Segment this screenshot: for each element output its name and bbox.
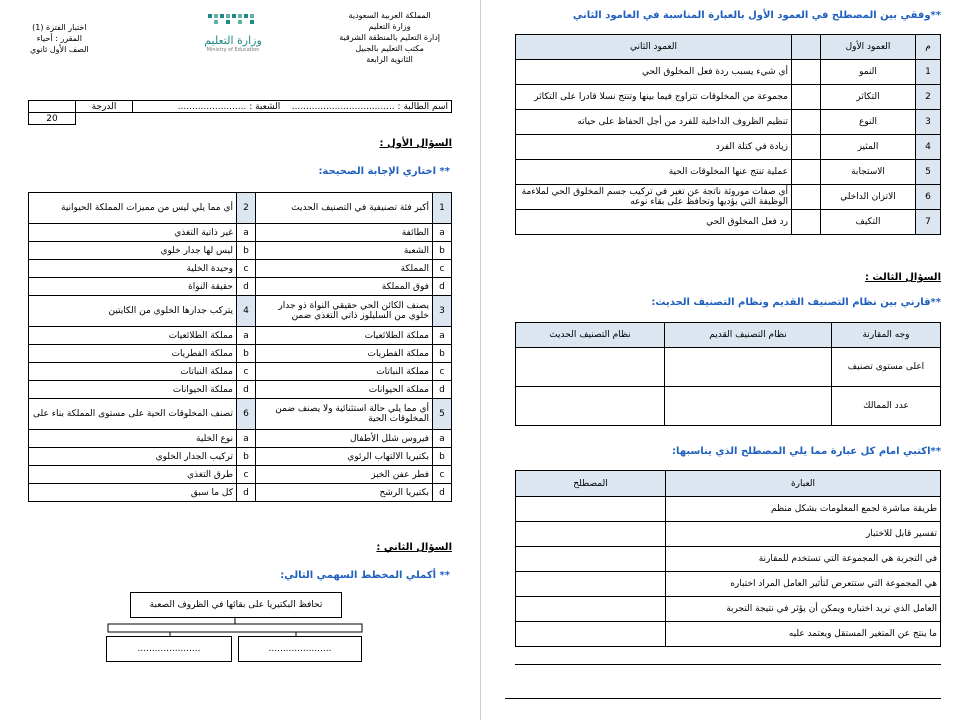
match-description: زيادة في كتلة الفرد [516, 135, 792, 160]
option-letter[interactable]: b [433, 448, 452, 466]
question-number: 3 [433, 296, 452, 327]
mcq-table [28, 192, 452, 502]
match-instruction: **وفقي بين المصطلح في العمود الأول بالعبارة المناسبة في العامود الثاني [572, 10, 941, 21]
q3-heading: السؤال الثالث : [864, 272, 941, 283]
grade-label: الدرجة [76, 101, 133, 113]
question-text: أكبر فئة تصنيفية في التصنيف الحديث [256, 193, 433, 224]
option-text[interactable]: الطائفة [256, 224, 433, 242]
option-text[interactable]: كل ما سبق [29, 484, 237, 502]
option-text[interactable]: وحيدة الخلية [29, 260, 237, 278]
option-letter[interactable]: d [433, 381, 452, 399]
header-line: المملكة العربية السعودية [348, 11, 431, 20]
option-text[interactable]: بكتيريا الالتهاب الرئوي [256, 448, 433, 466]
header-line: وزارة التعليم [368, 22, 411, 31]
option-letter[interactable]: c [237, 363, 256, 381]
question-number: 5 [433, 399, 452, 430]
mcq-option-row [29, 363, 452, 381]
terms-row [516, 497, 941, 522]
match-row [516, 60, 941, 85]
match-description: رد فعل المخلوق الحي [516, 210, 792, 235]
matching-table [515, 34, 941, 235]
match-description: مجموعة من المخلوقات تتزاوج فيما بينها وتنتج نسلا قادرا على التكاثر [516, 85, 792, 110]
mcq-option-row [29, 242, 452, 260]
question-text: يتركب جدارها الخلوي من الكايتين [29, 296, 237, 327]
option-letter[interactable]: d [237, 484, 256, 502]
question-text: أي مما يلي حالة استثنائية ولا يصنف ضمن المخلوقات الحية [256, 399, 433, 430]
terms-answer-cell[interactable] [516, 572, 666, 597]
option-letter[interactable]: a [237, 327, 256, 345]
option-letter[interactable]: d [433, 278, 452, 296]
option-letter[interactable]: c [237, 466, 256, 484]
option-text[interactable]: ليس لها جدار خلوي [29, 242, 237, 260]
option-letter[interactable]: a [433, 430, 452, 448]
match-term: الاستجابة [821, 160, 916, 185]
option-letter[interactable]: c [433, 466, 452, 484]
option-letter[interactable]: c [433, 363, 452, 381]
comparison-aspect: اعلى مستوى تصنيف [832, 348, 941, 387]
match-header-num: م [916, 35, 941, 60]
arrow-diagram-top-box: تحافظ البكتيريا على بقائها في الظروف الصعبة [130, 592, 342, 618]
mcq-option-row [29, 430, 452, 448]
match-answer-cell[interactable] [792, 185, 821, 210]
terms-statement: العامل الذي نريد اختباره ويمكن أن يؤثر في نتيجة التجربة [666, 597, 941, 622]
q1-instruction: ** اختاري الإجابة الصحيحة: [318, 166, 450, 177]
grade-total: 20 [29, 113, 76, 125]
terms-row [516, 522, 941, 547]
question-number: 4 [237, 296, 256, 327]
comparison-row [516, 348, 941, 387]
option-letter[interactable]: b [433, 345, 452, 363]
option-letter[interactable]: d [237, 278, 256, 296]
logo-subtext: Ministry of Education [206, 47, 260, 53]
cmp-header-old: نظام التصنيف القديم [665, 323, 832, 348]
arrow-diagram-answer-left[interactable]: ...................... [106, 636, 232, 662]
option-letter[interactable]: b [237, 345, 256, 363]
terms-statement: في التجربة هي المجموعة التي تستخدم للمقارنة [666, 547, 941, 572]
mcq-option-row [29, 260, 452, 278]
student-name-field[interactable] [133, 101, 452, 113]
option-letter[interactable]: a [433, 224, 452, 242]
match-number: 1 [916, 60, 941, 85]
terms-answer-cell[interactable] [516, 497, 666, 522]
option-text[interactable]: مملكة النباتات [256, 363, 433, 381]
option-text[interactable]: فوق المملكة [256, 278, 433, 296]
match-description: تنظيم الظروف الداخلية للفرد من أجل الحفاظ على حياته [516, 110, 792, 135]
q2-heading: السؤال الثاني : [376, 542, 452, 553]
arrow-diagram-answer-right[interactable]: ...................... [238, 636, 362, 662]
mcq-option-row [29, 466, 452, 484]
option-text[interactable]: طرق التغذي [29, 466, 237, 484]
question-number: 2 [237, 193, 256, 224]
header-line: المقرر : أحياء [36, 34, 82, 43]
terms-statement: طريقة مباشرة لجمع المعلومات بشكل منظم [666, 497, 941, 522]
terms-header-term: المصطلح [516, 471, 666, 497]
match-answer-cell[interactable] [792, 160, 821, 185]
comparison-aspect: عدد الممالك [832, 387, 941, 426]
terms-row [516, 572, 941, 597]
option-letter[interactable]: c [237, 260, 256, 278]
match-number: 4 [916, 135, 941, 160]
option-text[interactable]: المملكة [256, 260, 433, 278]
option-letter[interactable]: a [237, 430, 256, 448]
terms-table [515, 470, 941, 647]
match-header-col1: العمود الأول [821, 35, 916, 60]
header-line: الثانوية الرابعة [366, 55, 413, 64]
option-text[interactable]: غير ذاتية التغذي [29, 224, 237, 242]
q2-instruction: ** أكملي المخطط السهمي التالي: [280, 570, 450, 581]
terms-answer-cell[interactable] [516, 597, 666, 622]
option-text[interactable]: حقيقة النواة [29, 278, 237, 296]
comparison-row [516, 387, 941, 426]
logo-text: وزارة التعليم [204, 34, 262, 47]
terms-statement: ما ينتج عن المتغير المستقل ويعتمد عليه [666, 622, 941, 647]
match-header-blank [792, 35, 821, 60]
option-text[interactable]: بكتيريا الرشح [256, 484, 433, 502]
q1-heading: السؤال الأول : [379, 138, 452, 149]
option-text[interactable]: مملكة الحيوانات [256, 381, 433, 399]
mcq-option-row [29, 484, 452, 502]
match-header-col2: العمود الثاني [516, 35, 792, 60]
ministry-logo [188, 12, 278, 53]
option-text[interactable]: مملكة الفطريات [256, 345, 433, 363]
match-term: التكاثر [821, 85, 916, 110]
bottom-divider [515, 664, 941, 665]
terms-answer-cell[interactable] [516, 622, 666, 647]
option-letter[interactable]: b [433, 242, 452, 260]
mcq-question-row [29, 193, 452, 224]
match-answer-cell[interactable] [792, 135, 821, 160]
match-term: النوع [821, 110, 916, 135]
mcq-question-row [29, 296, 452, 327]
question-text: يصنف الكائن الحي حقيقي النواة ذو جدار خلوي من السليلوز ذاتي التغذي ضمن [256, 296, 433, 327]
option-letter[interactable]: a [237, 224, 256, 242]
terms-instruction: **اكتبي امام كل عبارة مما يلي المصطلح الذي يناسبها: [672, 446, 941, 457]
match-row [516, 210, 941, 235]
match-description: أي شيء يسبب ردة فعل المخلوق الحي [516, 60, 792, 85]
mcq-question-row [29, 399, 452, 430]
option-letter[interactable]: d [433, 484, 452, 502]
option-letter[interactable]: b [237, 242, 256, 260]
match-row [516, 110, 941, 135]
match-number: 6 [916, 185, 941, 210]
comparison-new-answer[interactable] [516, 348, 665, 387]
mcq-option-row [29, 278, 452, 296]
ministry-logo-icon [206, 12, 260, 30]
terms-row [516, 547, 941, 572]
mcq-option-row [29, 345, 452, 363]
option-letter[interactable]: c [433, 260, 452, 278]
section-label: الشعبة : ........................ [177, 101, 281, 112]
match-number: 5 [916, 160, 941, 185]
question-number: 6 [237, 399, 256, 430]
match-row [516, 85, 941, 110]
match-description: أي صفات موروثة ناتجة عن تغير في تركيب جسم المخلوق الحي لملاءمة الوظيفة التي يؤديها وتحافظ على بقاء نوعه [516, 185, 792, 210]
option-text[interactable]: مملكة الطلائعيات [29, 327, 237, 345]
student-info-table [28, 100, 452, 125]
comparison-old-answer[interactable] [665, 387, 832, 426]
header-line: الصف الأول ثانوي [30, 45, 89, 54]
match-number: 7 [916, 210, 941, 235]
match-answer-cell[interactable] [792, 110, 821, 135]
comparison-new-answer[interactable] [516, 387, 665, 426]
terms-header-statement: العبارة [666, 471, 941, 497]
question-number: 1 [433, 193, 452, 224]
mcq-option-row [29, 448, 452, 466]
match-number: 2 [916, 85, 941, 110]
option-letter[interactable]: a [433, 327, 452, 345]
comparison-table [515, 322, 941, 426]
match-term: التكيف [821, 210, 916, 235]
option-text[interactable]: مملكة النباتات [29, 363, 237, 381]
question-text: أي مما يلي ليس من مميزات المملكة الحيوانية [29, 193, 237, 224]
option-text[interactable]: مملكة الفطريات [29, 345, 237, 363]
grade-score-cell[interactable] [29, 101, 76, 113]
mcq-option-row [29, 327, 452, 345]
match-description: عملية تنتج عنها المخلوقات الحية [516, 160, 792, 185]
match-answer-cell[interactable] [792, 85, 821, 110]
option-text[interactable]: الشعبة [256, 242, 433, 260]
terms-statement: تفسير قابل للاختبار [666, 522, 941, 547]
match-row [516, 185, 941, 210]
cmp-header-new: نظام التصنيف الحديث [516, 323, 665, 348]
option-text[interactable]: مملكة الحيوانات [29, 381, 237, 399]
cmp-header-aspect: وجه المقارنة [832, 323, 941, 348]
header-line: مكتب التعليم بالجبيل [355, 44, 424, 53]
header-line: إدارة التعليم بالمنطقة الشرقية [339, 33, 440, 42]
header-exam-info [30, 22, 89, 55]
match-number: 3 [916, 110, 941, 135]
option-text[interactable]: تركيب الجدار الخلوي [29, 448, 237, 466]
bottom-divider [505, 698, 941, 699]
header-line: اختبار الفترة (1) [32, 23, 87, 32]
terms-answer-cell[interactable] [516, 547, 666, 572]
option-letter[interactable]: d [237, 381, 256, 399]
right-page [480, 0, 960, 720]
option-letter[interactable]: b [237, 448, 256, 466]
student-name-label: اسم الطالبة : .................................... [291, 101, 448, 112]
comparison-old-answer[interactable] [665, 348, 832, 387]
terms-row [516, 597, 941, 622]
option-text[interactable]: فيروس شلل الأطفال [256, 430, 433, 448]
option-text[interactable]: نوع الخلية [29, 430, 237, 448]
match-answer-cell[interactable] [792, 210, 821, 235]
terms-statement: هي المجموعة التي ستتعرض لتأثير العامل المراد اختباره [666, 572, 941, 597]
terms-row [516, 622, 941, 647]
header-institution [339, 10, 440, 65]
match-row [516, 135, 941, 160]
q3-instruction: **قارني بين نظام التصنيف القديم ونظام التصنيف الحديث: [651, 297, 941, 308]
match-term: النمو [821, 60, 916, 85]
match-answer-cell[interactable] [792, 60, 821, 85]
mcq-option-row [29, 224, 452, 242]
match-row [516, 160, 941, 185]
match-term: الاتزان الداخلي [821, 185, 916, 210]
option-text[interactable]: مملكة الطلائعيات [256, 327, 433, 345]
match-term: المثير [821, 135, 916, 160]
question-text: تصنف المخلوقات الحية على مستوى المملكة بناء على [29, 399, 237, 430]
mcq-option-row [29, 381, 452, 399]
option-text[interactable]: فطر عفن الخبز [256, 466, 433, 484]
terms-answer-cell[interactable] [516, 522, 666, 547]
